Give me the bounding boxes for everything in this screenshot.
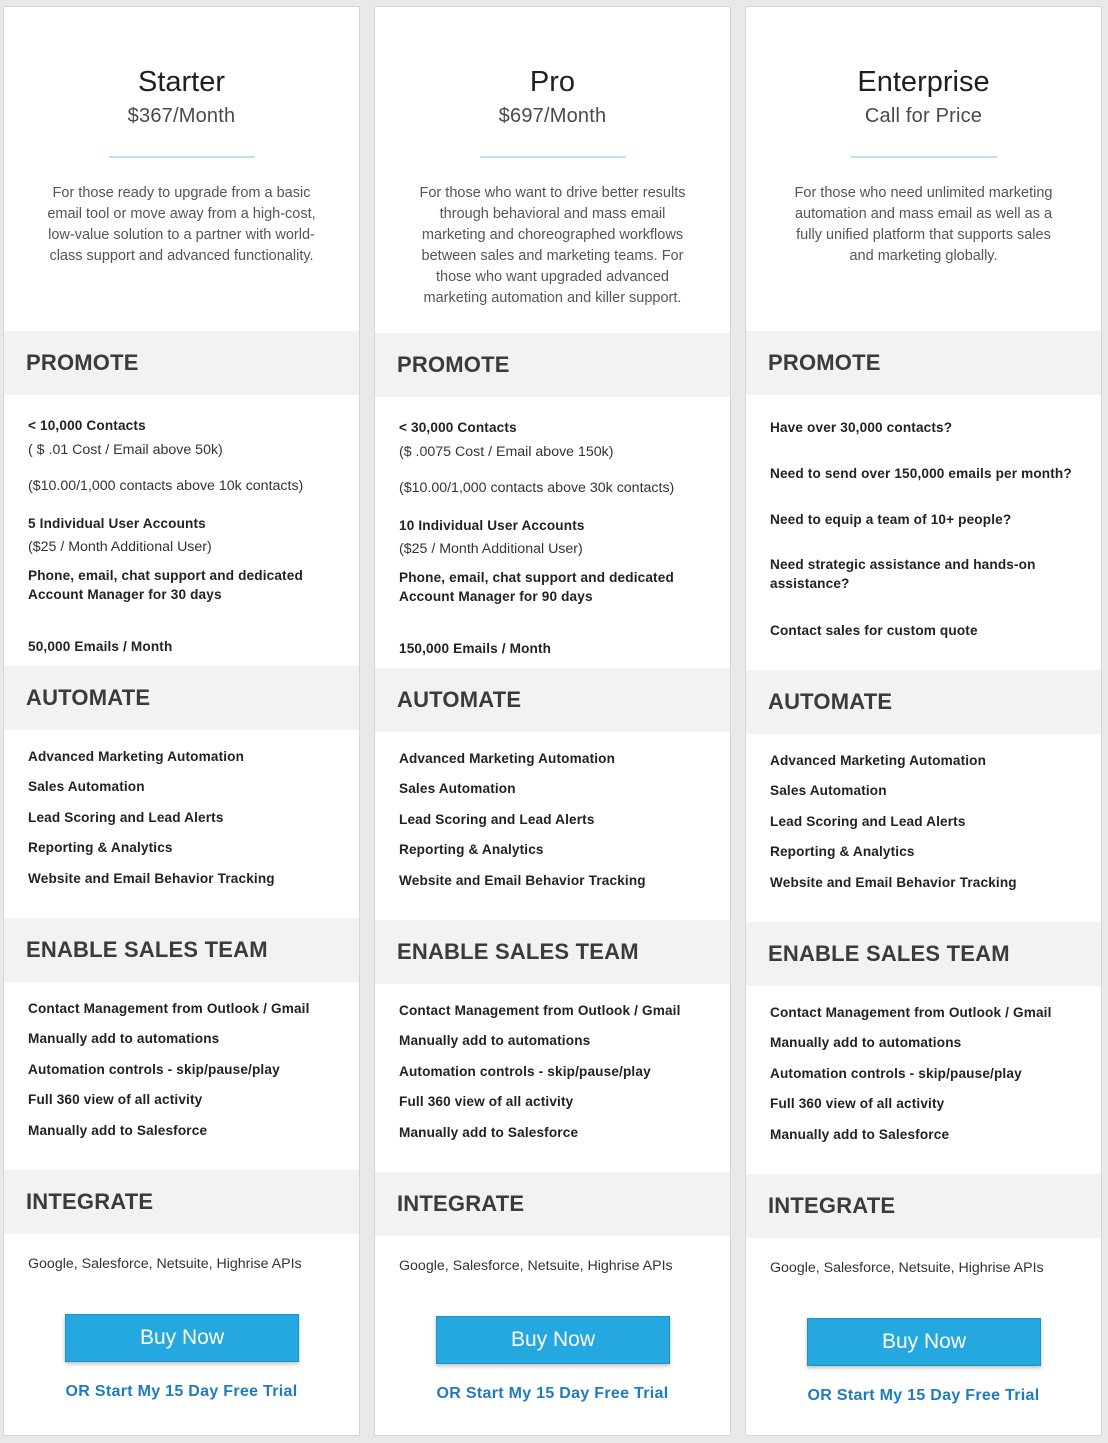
feature-item: Lead Scoring and Lead Alerts: [770, 814, 966, 829]
plan-card-pro: [374, 6, 731, 1436]
section-title-automate: AUTOMATE: [4, 666, 359, 730]
plan-price: $697/Month: [498, 105, 607, 127]
feature-item: ($25 / Month Additional User): [28, 539, 212, 555]
feature-item: assistance?: [770, 576, 850, 591]
feature-item: Need strategic assistance and hands-on: [770, 557, 1036, 572]
feature-item: Reporting & Analytics: [28, 840, 173, 855]
feature-item: Contact Management from Outlook / Gmail: [28, 1001, 310, 1016]
feature-item: Have over 30,000 contacts?: [770, 420, 953, 435]
plan-header: [375, 7, 730, 333]
feature-item: Advanced Marketing Automation: [770, 753, 987, 768]
buy-now-button[interactable]: Buy Now: [436, 1316, 670, 1364]
feature-item: ($10.00/1,000 contacts above 30k contacts): [399, 480, 675, 496]
integrations-text: Google, Salesforce, Netsuite, Highrise APIs: [399, 1258, 673, 1274]
feature-item: Automation controls - skip/pause/play: [770, 1066, 1022, 1081]
feature-item: Website and Email Behavior Tracking: [399, 873, 646, 888]
feature-item: Sales Automation: [399, 781, 516, 796]
feature-item: 5 Individual User Accounts: [28, 516, 206, 531]
feature-item: Need to send over 150,000 emails per month?: [770, 466, 1072, 481]
plan-price: $367/Month: [127, 105, 236, 127]
feature-item: Lead Scoring and Lead Alerts: [28, 810, 224, 825]
feature-item: Account Manager for 30 days: [28, 587, 222, 602]
feature-item: Website and Email Behavior Tracking: [28, 871, 275, 886]
feature-item: Need to equip a team of 10+ people?: [770, 512, 1012, 527]
section-title-enable-sales-team: ENABLE SALES TEAM: [746, 922, 1101, 986]
feature-item: Full 360 view of all activity: [28, 1092, 203, 1107]
feature-item: Phone, email, chat support and dedicated: [399, 570, 674, 585]
section-title-promote: PROMOTE: [4, 331, 359, 395]
section-title-automate: AUTOMATE: [746, 670, 1101, 734]
feature-item: Sales Automation: [770, 783, 887, 798]
feature-item: Contact sales for custom quote: [770, 623, 978, 638]
plan-name: Pro: [529, 66, 576, 98]
feature-item: Advanced Marketing Automation: [399, 751, 616, 766]
feature-item: Full 360 view of all activity: [399, 1094, 574, 1109]
feature-item: Website and Email Behavior Tracking: [770, 875, 1017, 890]
feature-item: Contact Management from Outlook / Gmail: [399, 1003, 681, 1018]
integrations-text: Google, Salesforce, Netsuite, Highrise APIs: [28, 1256, 302, 1272]
divider: [851, 156, 997, 158]
section-title-enable-sales-team: ENABLE SALES TEAM: [4, 918, 359, 982]
feature-item: ($ .0075 Cost / Email above 150k): [399, 444, 614, 460]
plan-header: [4, 7, 359, 331]
feature-item: < 10,000 Contacts: [28, 418, 146, 433]
feature-item: ($10.00/1,000 contacts above 10k contacts): [28, 478, 304, 494]
feature-item: Advanced Marketing Automation: [28, 749, 245, 764]
section-title-integrate: INTEGRATE: [375, 1172, 730, 1236]
feature-item: ( $ .01 Cost / Email above 50k): [28, 442, 223, 458]
feature-item: Manually add to Salesforce: [770, 1127, 950, 1142]
plan-card-starter: [3, 6, 360, 1436]
plan-description: For those ready to upgrade from a basic email tool or move away from a high-cost, low-value solution to a partner with world-class support and advanced functionality.: [47, 185, 316, 264]
feature-item: ($25 / Month Additional User): [399, 541, 583, 557]
plan-header: [746, 7, 1101, 331]
feature-item: Manually add to automations: [28, 1031, 220, 1046]
plan-description: For those who want to drive better results through behavioral and mass email marketing and choreographed workflows between sales and marketing teams. For those who want upgraded advanced marketing automation and killer support.: [419, 185, 686, 306]
section-title-promote: PROMOTE: [746, 331, 1101, 395]
plan-card-enterprise: [745, 6, 1102, 1436]
plan-name: Starter: [137, 66, 226, 98]
feature-item: Reporting & Analytics: [770, 844, 915, 859]
divider: [109, 156, 255, 158]
feature-item: 10 Individual User Accounts: [399, 518, 585, 533]
section-title-automate: AUTOMATE: [375, 668, 730, 732]
plan-description: For those who need unlimited marketing automation and mass email as well as a fully unified platform that supports sales and marketing globally.: [794, 185, 1053, 264]
buy-now-button[interactable]: Buy Now: [65, 1314, 299, 1362]
feature-item: Full 360 view of all activity: [770, 1096, 945, 1111]
plan-price: Call for Price: [864, 105, 983, 127]
feature-item: Contact Management from Outlook / Gmail: [770, 1005, 1052, 1020]
feature-item: Manually add to Salesforce: [399, 1125, 579, 1140]
free-trial-link[interactable]: OR Start My 15 Day Free Trial: [65, 1383, 298, 1400]
integrations-text: Google, Salesforce, Netsuite, Highrise APIs: [770, 1260, 1044, 1276]
section-title-integrate: INTEGRATE: [4, 1170, 359, 1234]
feature-item: Automation controls - skip/pause/play: [28, 1062, 280, 1077]
free-trial-link[interactable]: OR Start My 15 Day Free Trial: [807, 1387, 1040, 1404]
section-title-promote: PROMOTE: [375, 333, 730, 397]
section-title-integrate: INTEGRATE: [746, 1174, 1101, 1238]
feature-item: Reporting & Analytics: [399, 842, 544, 857]
feature-item: Sales Automation: [28, 779, 145, 794]
feature-item: Manually add to automations: [770, 1035, 962, 1050]
feature-item: 50,000 Emails / Month: [28, 639, 173, 654]
free-trial-link[interactable]: OR Start My 15 Day Free Trial: [436, 1385, 669, 1402]
divider: [480, 156, 626, 158]
feature-item: Lead Scoring and Lead Alerts: [399, 812, 595, 827]
feature-item: Manually add to automations: [399, 1033, 591, 1048]
feature-item: Phone, email, chat support and dedicated: [28, 568, 303, 583]
feature-item: Manually add to Salesforce: [28, 1123, 208, 1138]
feature-item: Automation controls - skip/pause/play: [399, 1064, 651, 1079]
plan-name: Enterprise: [857, 66, 990, 98]
buy-now-button[interactable]: Buy Now: [807, 1318, 1041, 1366]
feature-item: Account Manager for 90 days: [399, 589, 593, 604]
feature-item: 150,000 Emails / Month: [399, 641, 552, 656]
feature-item: < 30,000 Contacts: [399, 420, 517, 435]
section-title-enable-sales-team: ENABLE SALES TEAM: [375, 920, 730, 984]
